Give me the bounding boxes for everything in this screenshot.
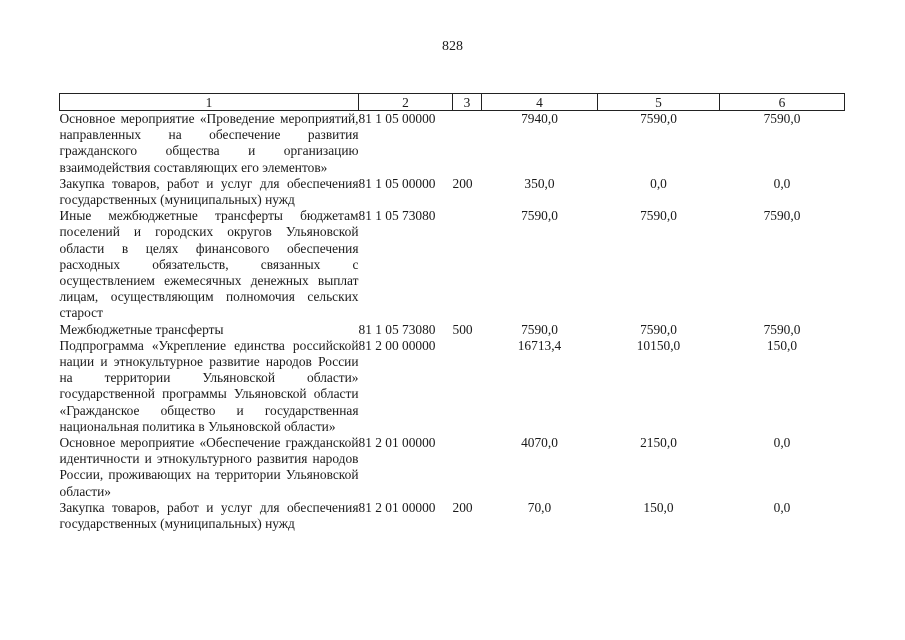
row-value-6: 150,0 <box>766 337 798 353</box>
row-value-6: 0,0 <box>773 175 791 191</box>
table-row <box>60 500 845 532</box>
row-value-5: 7590,0 <box>640 208 677 224</box>
row-type <box>453 338 482 435</box>
row-value-4: 7590,0 <box>521 321 558 337</box>
row-name: Закупка товаров, работ и услуг для обеспечения государственных (муниципальных) нужд <box>59 499 359 532</box>
row-value-5: 2150,0 <box>640 435 677 451</box>
row-code: 81 1 05 73080 <box>358 208 436 224</box>
table-row <box>60 435 845 500</box>
row-name: Подпрограмма «Укрепление единства российской нации и этнокультурное развитие народов России на территории Ульяновской области» государственной программы Ульяновской области «Гражданское общество и государственная национальная политика в Ульяновской области» <box>59 337 359 434</box>
table-row <box>60 111 845 176</box>
table-row <box>60 322 845 338</box>
row-type <box>453 111 482 176</box>
row-code: 81 1 05 00000 <box>358 111 436 126</box>
row-value-6: 0,0 <box>773 435 791 451</box>
row-value-5: 10150,0 <box>636 337 681 353</box>
table-row <box>60 208 845 321</box>
row-value-4: 7590,0 <box>521 208 558 224</box>
row-name: Иные межбюджетные трансферты бюджетам поселений и городских округов Ульяновской области в целях финансового обеспечения расходных обязательств, связанных с осуществлением ежемесячных денежных выплат лицам, осуществляющим полномочия сельских старост <box>59 208 359 321</box>
row-value-4: 4070,0 <box>521 435 558 451</box>
row-code: 81 1 05 73080 <box>358 321 436 337</box>
row-value-5: 7590,0 <box>640 111 677 126</box>
table-header-row <box>60 94 845 111</box>
row-value-4: 70,0 <box>527 499 552 515</box>
row-value-6: 7590,0 <box>763 321 801 337</box>
budget-table <box>59 93 845 532</box>
row-value-5: 0,0 <box>650 175 667 191</box>
row-type <box>453 208 482 321</box>
row-value-6: 7590,0 <box>763 111 801 126</box>
column-header-5: 5 <box>598 94 720 111</box>
column-header-2: 2 <box>359 94 453 111</box>
table-row <box>60 176 845 208</box>
row-code: 81 1 05 00000 <box>358 175 436 191</box>
row-type <box>453 435 482 500</box>
page-number: 828 <box>442 39 463 54</box>
row-type: 500 <box>452 321 473 337</box>
row-value-6: 0,0 <box>773 499 791 515</box>
row-type: 200 <box>452 499 473 515</box>
row-code: 81 2 00 00000 <box>358 337 436 353</box>
column-header-4: 4 <box>482 94 598 111</box>
table-row <box>60 338 845 435</box>
row-value-4: 350,0 <box>524 175 555 191</box>
column-header-6: 6 <box>720 94 845 111</box>
row-name: Закупка товаров, работ и услуг для обеспечения государственных (муниципальных) нужд <box>59 175 359 208</box>
row-type: 200 <box>452 175 473 191</box>
column-header-1: 1 <box>60 94 359 111</box>
row-value-5: 150,0 <box>643 499 674 515</box>
row-value-6: 7590,0 <box>763 208 801 224</box>
row-code: 81 2 01 00000 <box>358 435 436 451</box>
row-value-4: 16713,4 <box>517 337 562 353</box>
column-header-3: 3 <box>453 94 482 111</box>
row-name: Межбюджетные трансферты <box>59 321 224 337</box>
row-name: Основное мероприятие «Проведение мероприятий, направленных на обеспечение развития гражданского общества и организацию взаимодействия составляющих его элементов» <box>59 111 359 175</box>
row-code: 81 2 01 00000 <box>358 499 436 515</box>
row-value-4: 7940,0 <box>521 111 558 126</box>
row-value-5: 7590,0 <box>640 321 677 337</box>
row-name: Основное мероприятие «Обеспечение гражданской идентичности и этнокультурного развития народов России, проживающих на территории Ульяновской области» <box>59 435 359 499</box>
